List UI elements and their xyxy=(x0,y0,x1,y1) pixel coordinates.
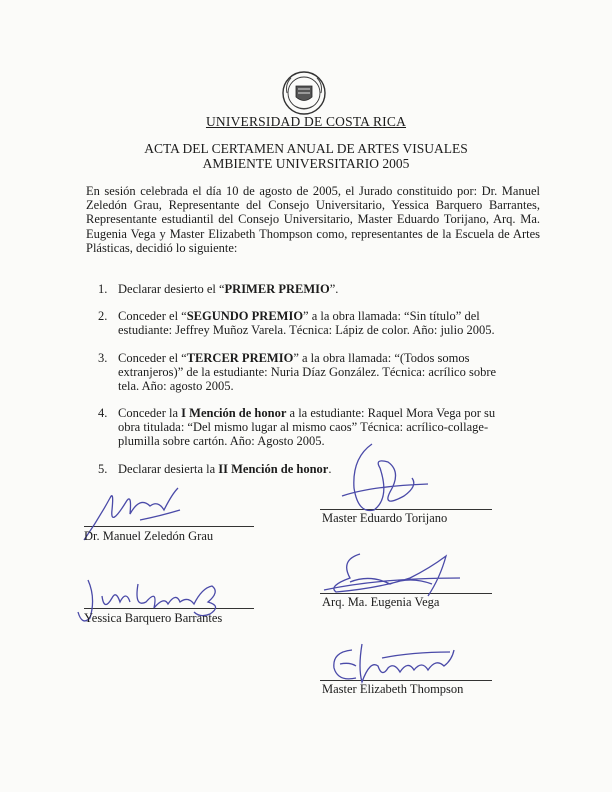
item-bold: I Mención de honor xyxy=(181,406,287,420)
item-number: 5. xyxy=(98,462,108,476)
signatory-thompson: Master Elizabeth Thompson xyxy=(322,682,464,696)
intro-paragraph: En sesión celebrada el día 10 de agosto de 2005, el Jurado constituido por: Dr. Manuel Zeledón Grau, Representante del Consejo Universitario, Yessica Barquero Barrantes, Representante estudiantil del Consejo Universitario, Master Eduardo Torijano, Arq. Ma. Eugenia Vega y Master Elizabeth Thompson como, representantes de la Escuela de Artes Plásticas, decidió lo siguiente: xyxy=(86,184,540,255)
item-text: Conceder el “TERCER PREMIO” a la obra llamada: “(Todos somos extranjeros)” de la estudiante: Nuria Díaz González. Técnica: acrílico sobre tela. Año: agosto 2005. xyxy=(118,351,497,394)
item-text: Declarar desierto el “PRIMER PREMIO”. xyxy=(118,282,339,296)
university-seal-icon xyxy=(281,70,327,116)
item-bold: SEGUNDO PREMIO xyxy=(186,309,304,323)
signatory-barquero: Yessica Barquero Barrantes xyxy=(84,611,223,625)
item-number: 4. xyxy=(98,406,108,420)
list-item xyxy=(98,309,518,337)
title-line-2: AMBIENTE UNIVERSITARIO 2005 xyxy=(202,155,410,171)
item-bold: PRIMER PREMIO xyxy=(224,282,330,296)
list-item xyxy=(98,406,518,449)
title-line-1: ACTA DEL CERTAMEN ANUAL DE ARTES VISUALES xyxy=(144,141,468,156)
list-item xyxy=(98,351,518,394)
item-text: Conceder el “SEGUNDO PREMIO” a la obra llamada: “Sin título” del estudiante: Jeffrey Muñoz Varela. Técnica: Lápiz de color. Año: julio 2005. xyxy=(118,309,495,338)
item-number: 3. xyxy=(98,351,108,365)
item-bold: TERCER PREMIO xyxy=(186,351,294,365)
signatory-torijano: Master Eduardo Torijano xyxy=(322,511,448,525)
list-item xyxy=(98,282,518,296)
signatory-zeledon: Dr. Manuel Zeledón Grau xyxy=(84,529,214,543)
item-text: Declarar desierta la II Mención de honor. xyxy=(118,462,332,476)
university-name: UNIVERSIDAD DE COSTA RICA xyxy=(205,114,407,129)
item-bold: II Mención de honor xyxy=(218,462,329,476)
item-number: 1. xyxy=(98,282,108,296)
item-text: Conceder la I Mención de honor a la estudiante: Raquel Mora Vega por su obra titulada: “Del mismo lugar al mismo caos” Técnica: acrílico-collage-plumilla sobre cartón. Año: Agosto 2005. xyxy=(118,406,496,449)
list-item xyxy=(98,462,518,476)
signatory-vega: Arq. Ma. Eugenia Vega xyxy=(322,595,440,609)
document-title xyxy=(0,142,612,171)
item-number: 2. xyxy=(98,309,108,323)
